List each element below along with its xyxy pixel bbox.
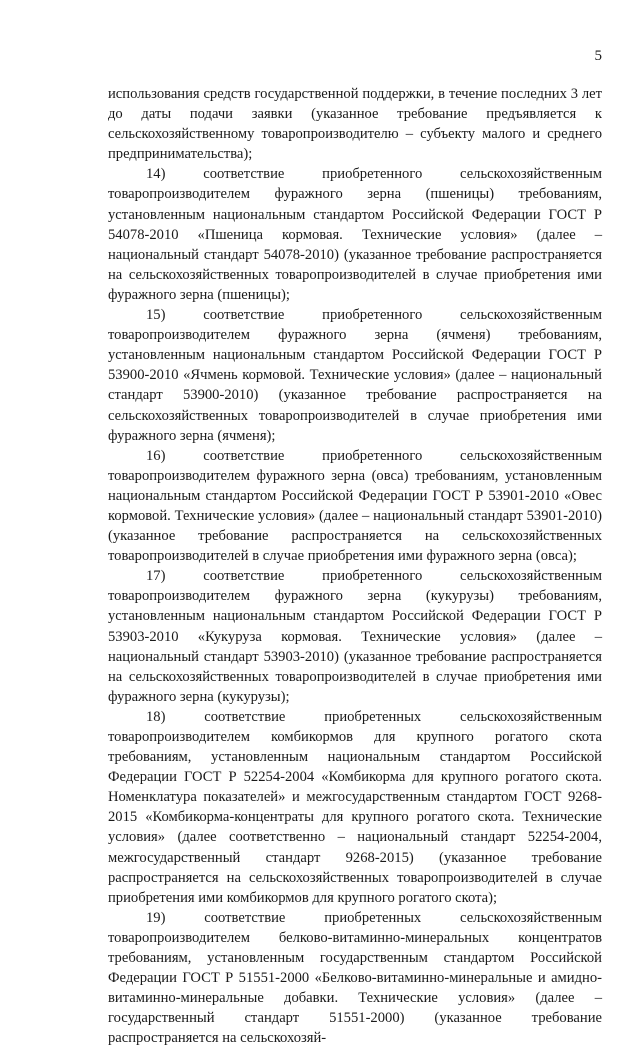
document-body: [108, 84, 602, 1049]
paragraph-item-18: 18) соответствие приобретенных сельскохозяйственным товаропроизводителем комбикормов для крупного рогатого скота требованиям, установленным национальным стандартом Российской Федерации ГОСТ Р 52254-2004 «Комбикорма для крупного рогатого скота. Номенклатура показателей» и межгосударственным стандартом ГОСТ 9268-2015 «Комбикорма-концентраты для крупного рогатого скота. Технические условия» (далее соответственно – национальный стандарт 52254-2004, межгосударственный стандарт 9268-2015) (указанное требование распространяется на сельскохозяйственных товаропроизводителей в случае приобретения ими комбикормов для крупного рогатого скота);: [108, 708, 602, 906]
page-number: 5: [594, 48, 602, 64]
paragraph-item-16: 16) соответствие приобретенного сельскохозяйственным товаропроизводителем фуражного зерна (овса) требованиям, установленным национальным стандартом Российской Федерации ГОСТ Р 53901-2010 «Овес кормовой. Технические условия» (далее – национальный стандарт 53901-2010) (указанное требование распространяется на сельскохозяйственных товаропроизводителей в случае приобретения ими фуражного зерна (овса);: [108, 447, 602, 565]
paragraph-continued: использования средств государственной поддержки, в течение последних 3 лет до даты подачи заявки (указанное требование предъявляется к сельскохозяйственному товаропроизводителю – субъекту малого и среднего предпринимательства);: [108, 86, 602, 163]
paragraph-item-15: 15) соответствие приобретенного сельскохозяйственным товаропроизводителем фуражного зерна (ячменя) требованиям, установленным национальным стандартом Российской Федерации ГОСТ Р 53900-2010 «Ячмень кормовой. Технические условия» (далее – национальный стандарт 53900-2010) (указанное требование распространяется на сельскохозяйственных товаропроизводителей в случае приобретения ими фуражного зерна (ячменя);: [108, 307, 602, 444]
paragraph-item-14: 14) соответствие приобретенного сельскохозяйственным товаропроизводителем фуражного зерна (пшеницы) требованиям, установленным национальным стандартом Российской Федерации ГОСТ Р 54078-2010 «Пшеница кормовая. Технические условия» (далее – национальный стандарт 54078-2010) (указанное требование распространяется на сельскохозяйственных товаропроизводителей в случае приобретения ими фуражного зерна (пшеницы);: [108, 166, 602, 303]
paragraph-item-17: 17) соответствие приобретенного сельскохозяйственным товаропроизводителем фуражного зерна (кукурузы) требованиям, установленным национальным стандартом Российской Федерации ГОСТ Р 53903-2010 «Кукуруза кормовая. Технические условия» (далее – национальный стандарт 53903-2010) (указанное требование распространяется на сельскохозяйственных товаропроизводителей в случае приобретения ими фуражного зерна (кукурузы);: [108, 568, 602, 705]
paragraph-item-19: 19) соответствие приобретенных сельскохозяйственным товаропроизводителем белково-витаминно-минеральных концентратов требованиям, установленным государственным стандартом Российской Федерации ГОСТ Р 51551-2000 «Белково-витаминно-минеральные и амидно-витаминно-минеральные добавки. Технические условия» (далее – государственный стандарт 51551-2000) (указанное требование распространяется на сельскохозяй-: [108, 909, 602, 1047]
